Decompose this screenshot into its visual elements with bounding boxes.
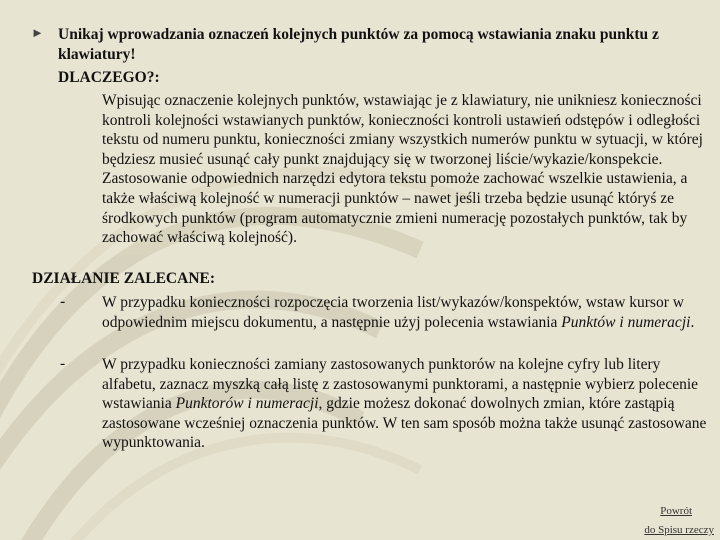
recommended-action-label: DZIAŁANIE ZALECANE: — [32, 270, 216, 287]
triangle-bullet-icon: ► — [31, 25, 44, 40]
list-dash: - — [60, 293, 66, 310]
back-link[interactable]: Powrót — [660, 505, 692, 517]
list-item-text: W przypadku konieczności rozpoczęcia tworzenia list/wykazów/konspektów, wstaw kursor w odpowiednim miejscu dokumentu, a następnie użyj polecenia wstawiania — [102, 294, 684, 331]
list-item — [102, 293, 710, 332]
list-item — [102, 355, 710, 453]
list-dash: - — [60, 355, 66, 372]
list-item-text-end: . — [690, 313, 695, 331]
list-item-text: W przypadku konieczności zamiany zastosowanych punktorów na kolejne cyfry lub litery alfabetu, zaznacz myszką całą listę z zastosowanymi punktorami, a następnie wybierz polecenie wstawiania — [102, 356, 699, 413]
slide-heading: Unikaj wprowadzania oznaczeń kolejnych punktów za pomocą wstawiania znaku punktu z klawiatury! — [58, 26, 659, 63]
table-of-contents-link[interactable]: do Spisu rzeczy — [644, 524, 714, 536]
list-item-text-end: , gdzie możesz dokonać dowolnych zmian, które zastąpią zastosowane wcześniej oznaczenia punktów. W ten sam sposób można także usunąć zastosowane wypunktowania. — [102, 395, 707, 452]
list-item-emphasis: Punktów i numeracji — [561, 313, 691, 331]
explanation-paragraph: Wpisując oznaczenie kolejnych punktów, wstawiając je z klawiatury, nie unikniesz konieczności kontroli kolejności wstawianych punktów, konieczności kontroli ustawień odstępów i odległości tekstu od numeru punktu, konieczności zmiany wszystkich numerów punktu w sytuacji, w której będziesz musieć usunąć cały punkt znajdujący się w tworzonej liście/wykazie/konspekcie. Zastosowanie odpowiednich narzędzi edytora tekstu pomoże zachować wszelkie ustawienia, a także właściwą kolejność w numeracji punktów – nawet jeśli trzeba będzie usunąć któryś ze środkowych punktów (program automatycznie zmieni numerację pozostałych punktów, tak by zachować właściwą kolejność). — [102, 92, 703, 247]
why-label: DLACZEGO?: — [58, 69, 160, 86]
list-item-emphasis: Punktorów i numeracji — [175, 395, 319, 413]
